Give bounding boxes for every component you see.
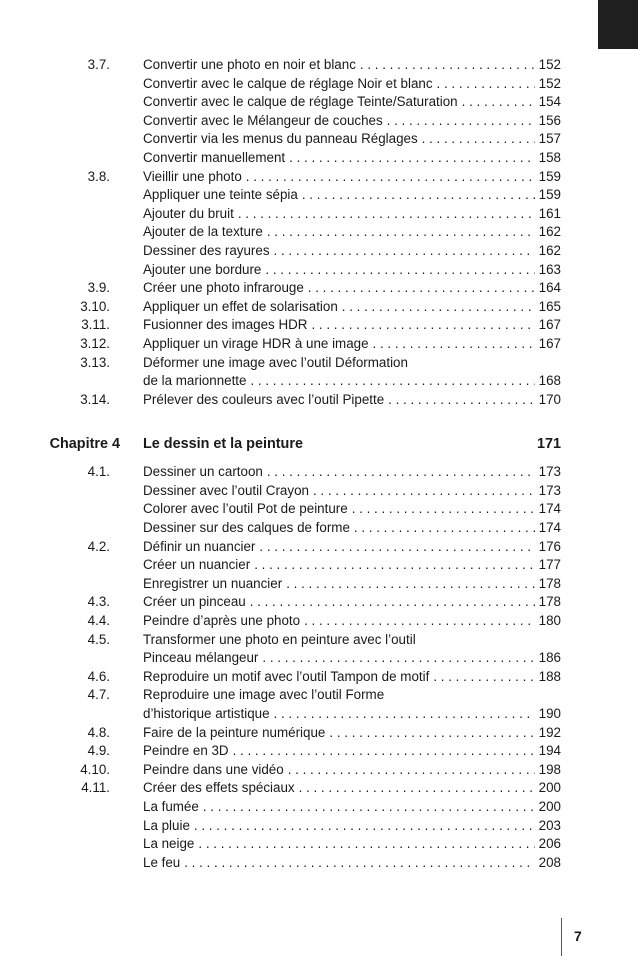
toc-entry[interactable] <box>0 668 638 687</box>
entry-page: 192 <box>538 724 561 740</box>
dot-leader <box>304 612 535 631</box>
dot-leader <box>422 130 535 149</box>
entry-number: 4.11. <box>81 780 110 796</box>
entry-title: Ajouter de la texture <box>143 224 263 240</box>
entry-page: 161 <box>538 205 561 221</box>
entry-title: Appliquer un virage HDR à une image <box>143 335 369 351</box>
entry-page: 159 <box>538 168 561 184</box>
entry-page: 194 <box>538 743 561 759</box>
entry-page: 178 <box>538 594 561 610</box>
toc-entry[interactable] <box>0 168 638 187</box>
entry-page: 174 <box>538 501 561 517</box>
dot-leader <box>288 761 535 780</box>
entry-page: 163 <box>538 261 561 277</box>
entry-title: Colorer avec l’outil Pot de peinture <box>143 501 348 517</box>
entry-title: Reproduire un motif avec l’outil Tampon de motif <box>143 668 430 684</box>
entry-title: Convertir avec le calque de réglage Noir et blanc <box>143 75 433 91</box>
entry-number: 3.11. <box>81 317 110 333</box>
toc-entry[interactable] <box>0 761 638 780</box>
entry-title: Convertir une photo en noir et blanc <box>143 57 356 72</box>
dot-leader <box>329 724 534 743</box>
entry-number: 4.2. <box>87 538 110 554</box>
entry-number: 4.8. <box>87 724 110 740</box>
entry-title: Créer une photo infrarouge <box>143 280 304 296</box>
dot-leader <box>437 75 535 94</box>
entry-title: Prélever des couleurs avec l’outil Pipette <box>143 391 385 407</box>
entry-title: Déformer une image avec l’outil Déformation <box>143 354 408 370</box>
entry-page: 156 <box>538 112 561 128</box>
toc-entry[interactable] <box>0 242 638 261</box>
dot-leader <box>289 149 535 168</box>
dot-leader <box>373 335 535 354</box>
entry-page: 164 <box>538 280 561 296</box>
entry-page: 152 <box>538 57 561 72</box>
toc-entry[interactable] <box>0 724 638 743</box>
entry-title: Créer un nuancier <box>143 557 251 573</box>
entry-title: Créer un pinceau <box>143 594 246 610</box>
entry-page: 165 <box>538 298 561 314</box>
dot-leader <box>250 593 535 612</box>
dot-leader <box>274 242 535 261</box>
entry-page: 174 <box>538 520 561 536</box>
toc-entry[interactable] <box>0 482 638 501</box>
entry-title: Dessiner un cartoon <box>143 464 263 480</box>
toc-entry[interactable] <box>0 261 638 280</box>
entry-title: Appliquer une teinte sépia <box>143 187 298 203</box>
entry-title: Créer des effets spéciaux <box>143 780 295 796</box>
toc-entry[interactable] <box>0 575 638 594</box>
entry-number: 4.9. <box>87 743 110 759</box>
entry-page: 200 <box>538 780 561 796</box>
dot-leader <box>274 705 535 724</box>
entry-number: 4.3. <box>87 594 110 610</box>
entry-title: d’historique artistique <box>143 706 270 721</box>
entry-page: 177 <box>538 557 561 573</box>
toc-entry[interactable] <box>0 316 638 335</box>
toc-entry[interactable] <box>0 798 638 817</box>
entry-number: 4.5. <box>87 631 110 647</box>
entry-title: La pluie <box>143 817 190 833</box>
entry-page: 168 <box>538 373 561 389</box>
toc-entry[interactable] <box>0 205 638 224</box>
entry-title: Enregistrer un nuancier <box>143 575 283 591</box>
entry-page: 162 <box>538 242 561 258</box>
dot-leader <box>433 668 534 687</box>
toc-entry[interactable] <box>0 75 638 94</box>
toc-entry[interactable] <box>0 335 638 354</box>
toc-entry[interactable] <box>0 649 638 668</box>
dot-leader <box>267 463 535 482</box>
toc-entry[interactable] <box>0 279 638 298</box>
toc-entry[interactable] <box>0 223 638 242</box>
toc-entry[interactable] <box>0 186 638 205</box>
table-of-contents <box>0 56 638 872</box>
dot-leader <box>238 205 535 224</box>
entry-title: Pinceau mélangeur <box>143 650 259 666</box>
entry-title: Ajouter du bruit <box>143 205 234 221</box>
entry-title: Reproduire une image avec l’outil Forme <box>143 687 385 703</box>
entry-title: Convertir avec le calque de réglage Teinte/Saturation <box>143 94 458 110</box>
entry-number: 4.7. <box>87 687 110 703</box>
entry-title: Vieillir une photo <box>143 168 242 184</box>
dot-leader <box>267 223 535 242</box>
entry-title: La neige <box>143 836 195 852</box>
toc-entry[interactable] <box>0 779 638 798</box>
toc-entry[interactable] <box>0 354 638 373</box>
dot-leader <box>265 261 534 280</box>
entry-title: Peindre d’après une photo <box>143 613 301 629</box>
entry-title: Convertir manuellement <box>143 149 286 165</box>
entry-page: 188 <box>538 668 561 684</box>
dot-leader <box>262 649 534 668</box>
dot-leader <box>342 298 535 317</box>
entry-page: 154 <box>538 94 561 110</box>
entry-number: 4.1. <box>87 464 110 480</box>
toc-entry[interactable] <box>0 742 638 761</box>
entry-page: 190 <box>538 706 561 721</box>
entry-title: Le feu <box>143 854 181 870</box>
dot-leader <box>286 575 534 594</box>
toc-entry[interactable] <box>0 112 638 131</box>
chapter-heading[interactable] <box>0 429 638 459</box>
entry-page: 162 <box>538 224 561 240</box>
dot-leader <box>250 372 534 391</box>
entry-page: 203 <box>538 817 561 833</box>
entry-page: 152 <box>538 75 561 91</box>
dot-leader <box>233 742 535 761</box>
toc-entry[interactable] <box>0 686 638 705</box>
toc-entry[interactable] <box>0 149 638 168</box>
entry-page: 159 <box>538 187 561 203</box>
entry-number: 3.7. <box>87 57 110 72</box>
dot-leader <box>302 186 535 205</box>
dot-leader <box>308 279 535 298</box>
dot-leader <box>360 56 535 75</box>
dot-leader <box>387 112 535 131</box>
toc-entry[interactable] <box>0 538 638 557</box>
entry-page: 173 <box>538 482 561 498</box>
entry-number: 3.8. <box>87 168 110 184</box>
section-3-entries <box>0 56 638 409</box>
dot-leader <box>462 93 535 112</box>
toc-entry[interactable] <box>0 391 638 410</box>
entry-page: 176 <box>538 538 561 554</box>
entry-number: 3.14. <box>80 391 110 407</box>
dot-leader <box>254 556 534 575</box>
dot-leader <box>246 168 535 187</box>
entry-title: Peindre dans une vidéo <box>143 761 284 777</box>
dot-leader <box>259 538 534 557</box>
chapter-label: Chapitre 4 <box>49 436 120 453</box>
toc-entry[interactable] <box>0 298 638 317</box>
entry-title: Convertir via les menus du panneau Réglages <box>143 131 418 147</box>
dot-leader <box>299 779 535 798</box>
entry-title: Définir un nuancier <box>143 538 256 554</box>
dot-leader <box>194 817 535 836</box>
footer-divider <box>561 918 562 956</box>
page-number: 7 <box>574 928 582 944</box>
toc-entry[interactable] <box>0 500 638 519</box>
toc-entry[interactable] <box>0 631 638 650</box>
dot-leader <box>184 854 534 873</box>
entry-title: Dessiner sur des calques de forme <box>143 520 350 536</box>
entry-page: 157 <box>538 131 561 147</box>
toc-entry[interactable] <box>0 556 638 575</box>
entry-title: Dessiner des rayures <box>143 242 270 258</box>
entry-page: 173 <box>538 464 561 480</box>
toc-entry[interactable] <box>0 463 638 482</box>
entry-title: Transformer une photo en peinture avec l’outil <box>143 631 416 647</box>
entry-number: 3.10. <box>80 298 110 314</box>
toc-entry[interactable] <box>0 817 638 836</box>
entry-title: Ajouter une bordure <box>143 261 262 277</box>
toc-entry[interactable] <box>0 612 638 631</box>
dot-leader <box>198 835 534 854</box>
toc-entry[interactable] <box>0 854 638 873</box>
entry-page: 198 <box>538 761 561 777</box>
entry-number: 4.4. <box>87 613 110 629</box>
entry-page: 167 <box>538 317 561 333</box>
toc-entry[interactable] <box>0 130 638 149</box>
entry-title: Convertir avec le Mélangeur de couches <box>143 112 383 128</box>
entry-title: Appliquer un effet de solarisation <box>143 298 338 314</box>
entry-title: Peindre en 3D <box>143 743 229 759</box>
entry-number: 3.12. <box>80 335 110 351</box>
entry-page: 170 <box>538 391 561 407</box>
entry-title: de la marionnette <box>143 373 247 389</box>
entry-number: 4.6. <box>87 668 110 684</box>
dot-leader <box>311 316 534 335</box>
entry-page: 200 <box>538 798 561 814</box>
toc-entry[interactable] <box>0 519 638 538</box>
entry-page: 167 <box>538 335 561 351</box>
entry-page: 208 <box>538 854 561 870</box>
chapter-title: Le dessin et la peinture <box>143 436 303 453</box>
entry-number: 4.10. <box>80 761 110 777</box>
entry-number: 3.9. <box>87 280 110 296</box>
entry-title: Faire de la peinture numérique <box>143 724 326 740</box>
toc-entry[interactable] <box>0 93 638 112</box>
entry-title: La fumée <box>143 798 199 814</box>
entry-page: 180 <box>538 613 561 629</box>
dot-leader <box>354 519 535 538</box>
chapter-4-entries <box>0 463 638 872</box>
entry-page: 206 <box>538 836 561 852</box>
dot-leader <box>388 391 535 410</box>
entry-page: 186 <box>538 650 561 666</box>
entry-number: 3.13. <box>80 354 110 370</box>
chapter-tab-marker <box>598 0 638 49</box>
toc-entry[interactable] <box>0 372 638 391</box>
entry-title: Fusionner des images HDR <box>143 317 308 333</box>
chapter-page: 171 <box>536 436 561 453</box>
entry-page: 178 <box>538 575 561 591</box>
dot-leader <box>313 482 535 501</box>
toc-entry[interactable] <box>0 56 638 75</box>
toc-entry[interactable] <box>0 593 638 612</box>
toc-entry[interactable] <box>0 835 638 854</box>
dot-leader <box>352 500 535 519</box>
toc-entry[interactable] <box>0 705 638 724</box>
entry-page: 158 <box>538 149 561 165</box>
entry-title: Dessiner avec l’outil Crayon <box>143 482 309 498</box>
dot-leader <box>203 798 535 817</box>
